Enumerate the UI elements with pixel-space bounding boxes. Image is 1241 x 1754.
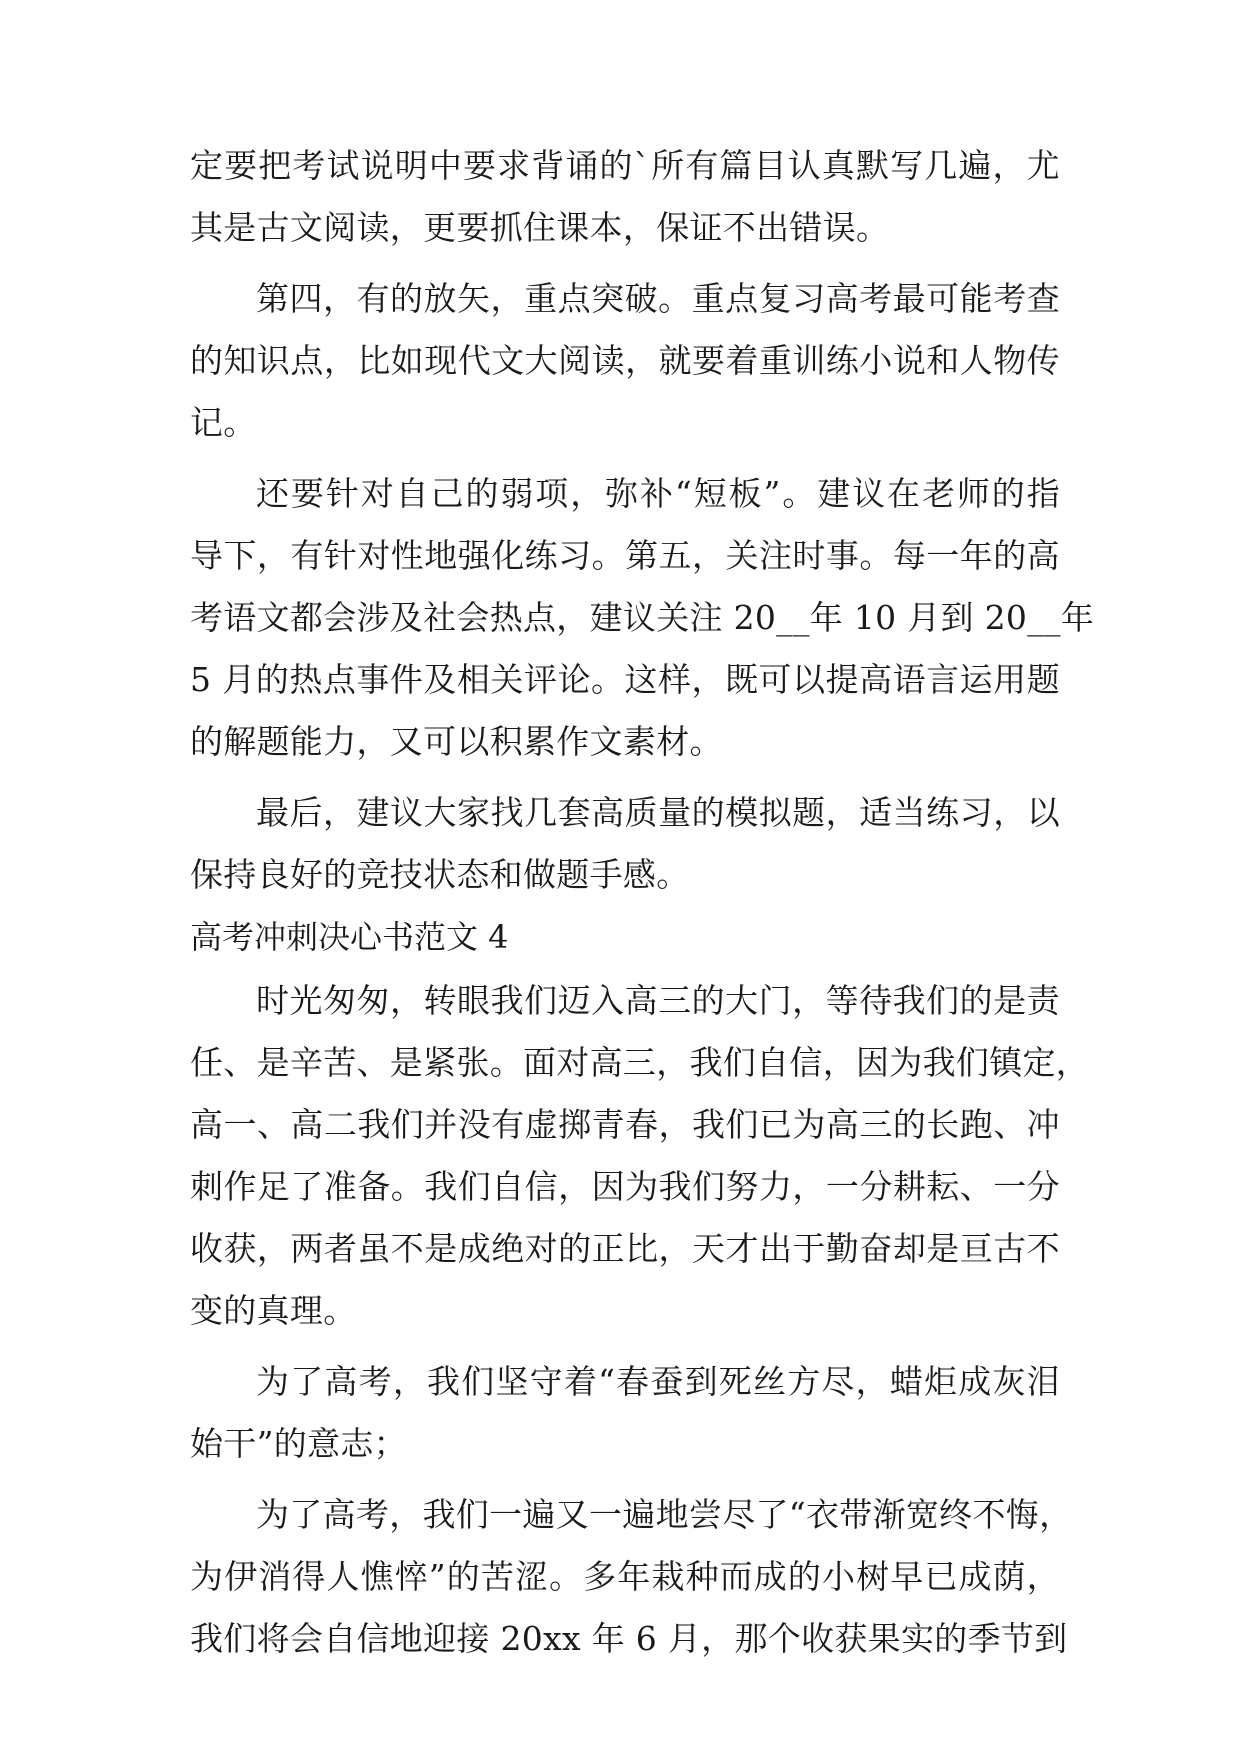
paragraph-line: 收获，两者虽不是成绝对的正比，天才出于勤奋却是亘古不 (190, 1229, 1060, 1268)
paragraph-line: 时光匆匆，转眼我们迈入高三的大门，等待我们的是责 (256, 981, 1060, 1020)
paragraph-line: 的知识点，比如现代文大阅读，就要着重训练小说和人物传 (190, 341, 1060, 380)
paragraph-line: 高一、高二我们并没有虚掷青春，我们已为高三的长跑、冲 (190, 1105, 1060, 1144)
paragraph-line: 为了高考，我们坚守着“春蚕到死丝方尽，蜡炬成灰泪 (256, 1362, 1060, 1401)
paragraph-line: 变的真理。 (190, 1291, 357, 1330)
paragraph-line: 记。 (190, 403, 257, 442)
paragraph-line: 始干”的意志； (190, 1424, 407, 1463)
paragraph-line: 最后，建议大家找几套高质量的模拟题，适当练习，以 (256, 793, 1060, 832)
paragraph-line: 考语文都会涉及社会热点，建议关注 20__年 10 月到 20__年 (190, 598, 1095, 637)
paragraph-line: 的解题能力，又可以积累作文素材。 (190, 722, 723, 761)
paragraph-line: 5 月的热点事件及相关评论。这样，既可以提高语言运用题 (190, 660, 1060, 699)
paragraph-line: 为了高考，我们一遍又一遍地尝尽了“衣带渐宽终不悔， (256, 1495, 1073, 1534)
paragraph-line: 任、是辛苦、是紧张。面对高三，我们自信，因为我们镇定， (190, 1043, 1090, 1082)
paragraph-line: 其是古文阅读，更要抓住课本，保证不出错误。 (190, 208, 890, 247)
paragraph-line: 定要把考试说明中要求背诵的`所有篇目认真默写几遍，尤 (190, 146, 1060, 185)
paragraph-line: 还要针对自己的弱项，弥补“短板”。建议在老师的指 (256, 474, 1060, 513)
section-heading: 高考冲刺决心书范文 4 (190, 918, 509, 956)
paragraph-line: 保持良好的竞技状态和做题手感。 (190, 855, 690, 894)
paragraph-line: 我们将会自信地迎接 20xx 年 6 月，那个收获果实的季节到 (190, 1619, 1068, 1658)
paragraph-line: 导下，有针对性地强化练习。第五，关注时事。每一年的高 (190, 536, 1060, 575)
paragraph-line: 为伊消得人憔悴”的苦涩。多年栽种而成的小树早已成荫， (190, 1557, 1060, 1596)
paragraph-line: 第四，有的放矢，重点突破。重点复习高考最可能考查 (256, 279, 1060, 318)
paragraph-line: 刺作足了准备。我们自信，因为我们努力，一分耕耘、一分 (190, 1167, 1060, 1206)
